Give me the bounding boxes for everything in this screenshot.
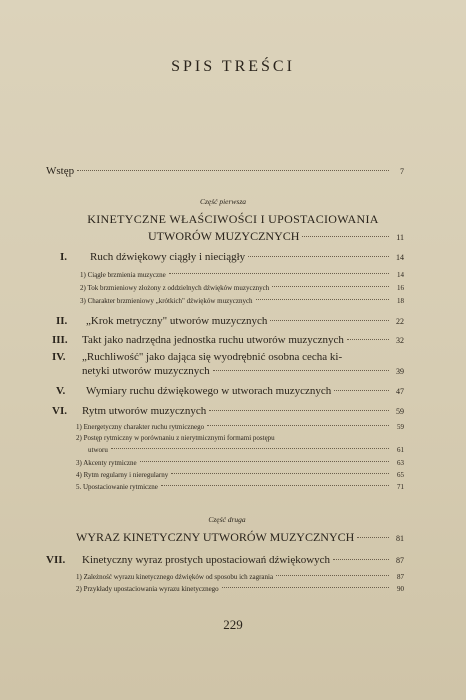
toc-sub-ch6-2-line1: 2) Postęp rytmiczny w porównaniu z nierytmicznymi formami postępu — [76, 434, 275, 442]
toc-sub-ch7-2: 2) Przykłady upostaciowania wyrazu kinetycznego 90 — [76, 585, 404, 593]
entry-label: Wstęp — [46, 165, 75, 177]
part2-label: Część druga — [208, 515, 246, 524]
toc-sub-ch6-2-line2: utworu 61 — [88, 446, 404, 454]
part2-title: WYRAZ KINETYCZNY UTWORÓW MUZYCZNYCH 81 — [76, 530, 404, 544]
page-title: SPIS TREŚCI — [171, 58, 295, 75]
toc-entry-ch7: VII. Kinetyczny wyraz prostych upostaciowań dźwiękowych 87 — [46, 554, 404, 566]
toc-entry-ch4-line2: netyki utworów muzycznych 39 — [82, 365, 404, 377]
toc-sub-ch6-3: 3) Akcenty rytmiczne 63 — [76, 459, 404, 467]
toc-entry-ch5: V. Wymiary ruchu dźwiękowego w utworach muzycznych 47 — [56, 385, 404, 397]
toc-sub-ch1-2: 2) Tok brzmieniowy złożony z oddzielnych dźwięków muzycznych 16 — [80, 284, 404, 292]
toc-sub-ch6-1: 1) Energetyczny charakter ruchu rytmicznego 59 — [76, 423, 404, 431]
leader-dots — [248, 256, 389, 257]
page-number: 229 — [223, 617, 243, 632]
toc-entry-intro — [46, 165, 404, 177]
toc-sub-ch6-4: 4) Rytm regularny i nieregularny 65 — [76, 471, 404, 479]
leader-dots — [302, 236, 389, 237]
part1-label: Część pierwsza — [199, 197, 247, 206]
toc-sub-ch1-1: 1) Ciągłe brzmienia muzyczne 14 — [80, 271, 404, 279]
toc-entry-ch2: II. „Krok metryczny" utworów muzycznych 22 — [56, 315, 404, 327]
part1-title-line2: UTWORÓW MUZYCZNYCH 11 — [148, 229, 404, 243]
toc-entry-ch1: I. Ruch dźwiękowy ciągły i nieciągły 14 — [60, 251, 404, 263]
toc-sub-ch6-5: 5. Upostaciowanie rytmiczne 71 — [76, 483, 404, 491]
toc-sub-ch7-1: 1) Zależność wyrazu kinetycznego dźwięków od sposobu ich zagrania 87 — [76, 573, 404, 581]
toc-entry-ch4-line1: IV. „Ruchliwość" jako dająca się wyodrębnić osobna cecha ki- — [52, 351, 343, 363]
entry-page: 7 — [400, 167, 404, 176]
part1-title-line1: KINETYCZNE WŁAŚCIWOŚCI I UPOSTACIOWANIA — [87, 212, 379, 226]
toc-sub-ch1-3: 3) Charakter brzmieniowy „krótkich" dźwięków muzycznych 18 — [80, 297, 404, 305]
toc-entry-ch3: III. Takt jako nadrzędna jednostka ruchu utworów muzycznych 32 — [52, 334, 404, 346]
toc-entry-ch6: VI. Rytm utworów muzycznych 59 — [52, 405, 404, 417]
leader-dots — [77, 170, 389, 171]
